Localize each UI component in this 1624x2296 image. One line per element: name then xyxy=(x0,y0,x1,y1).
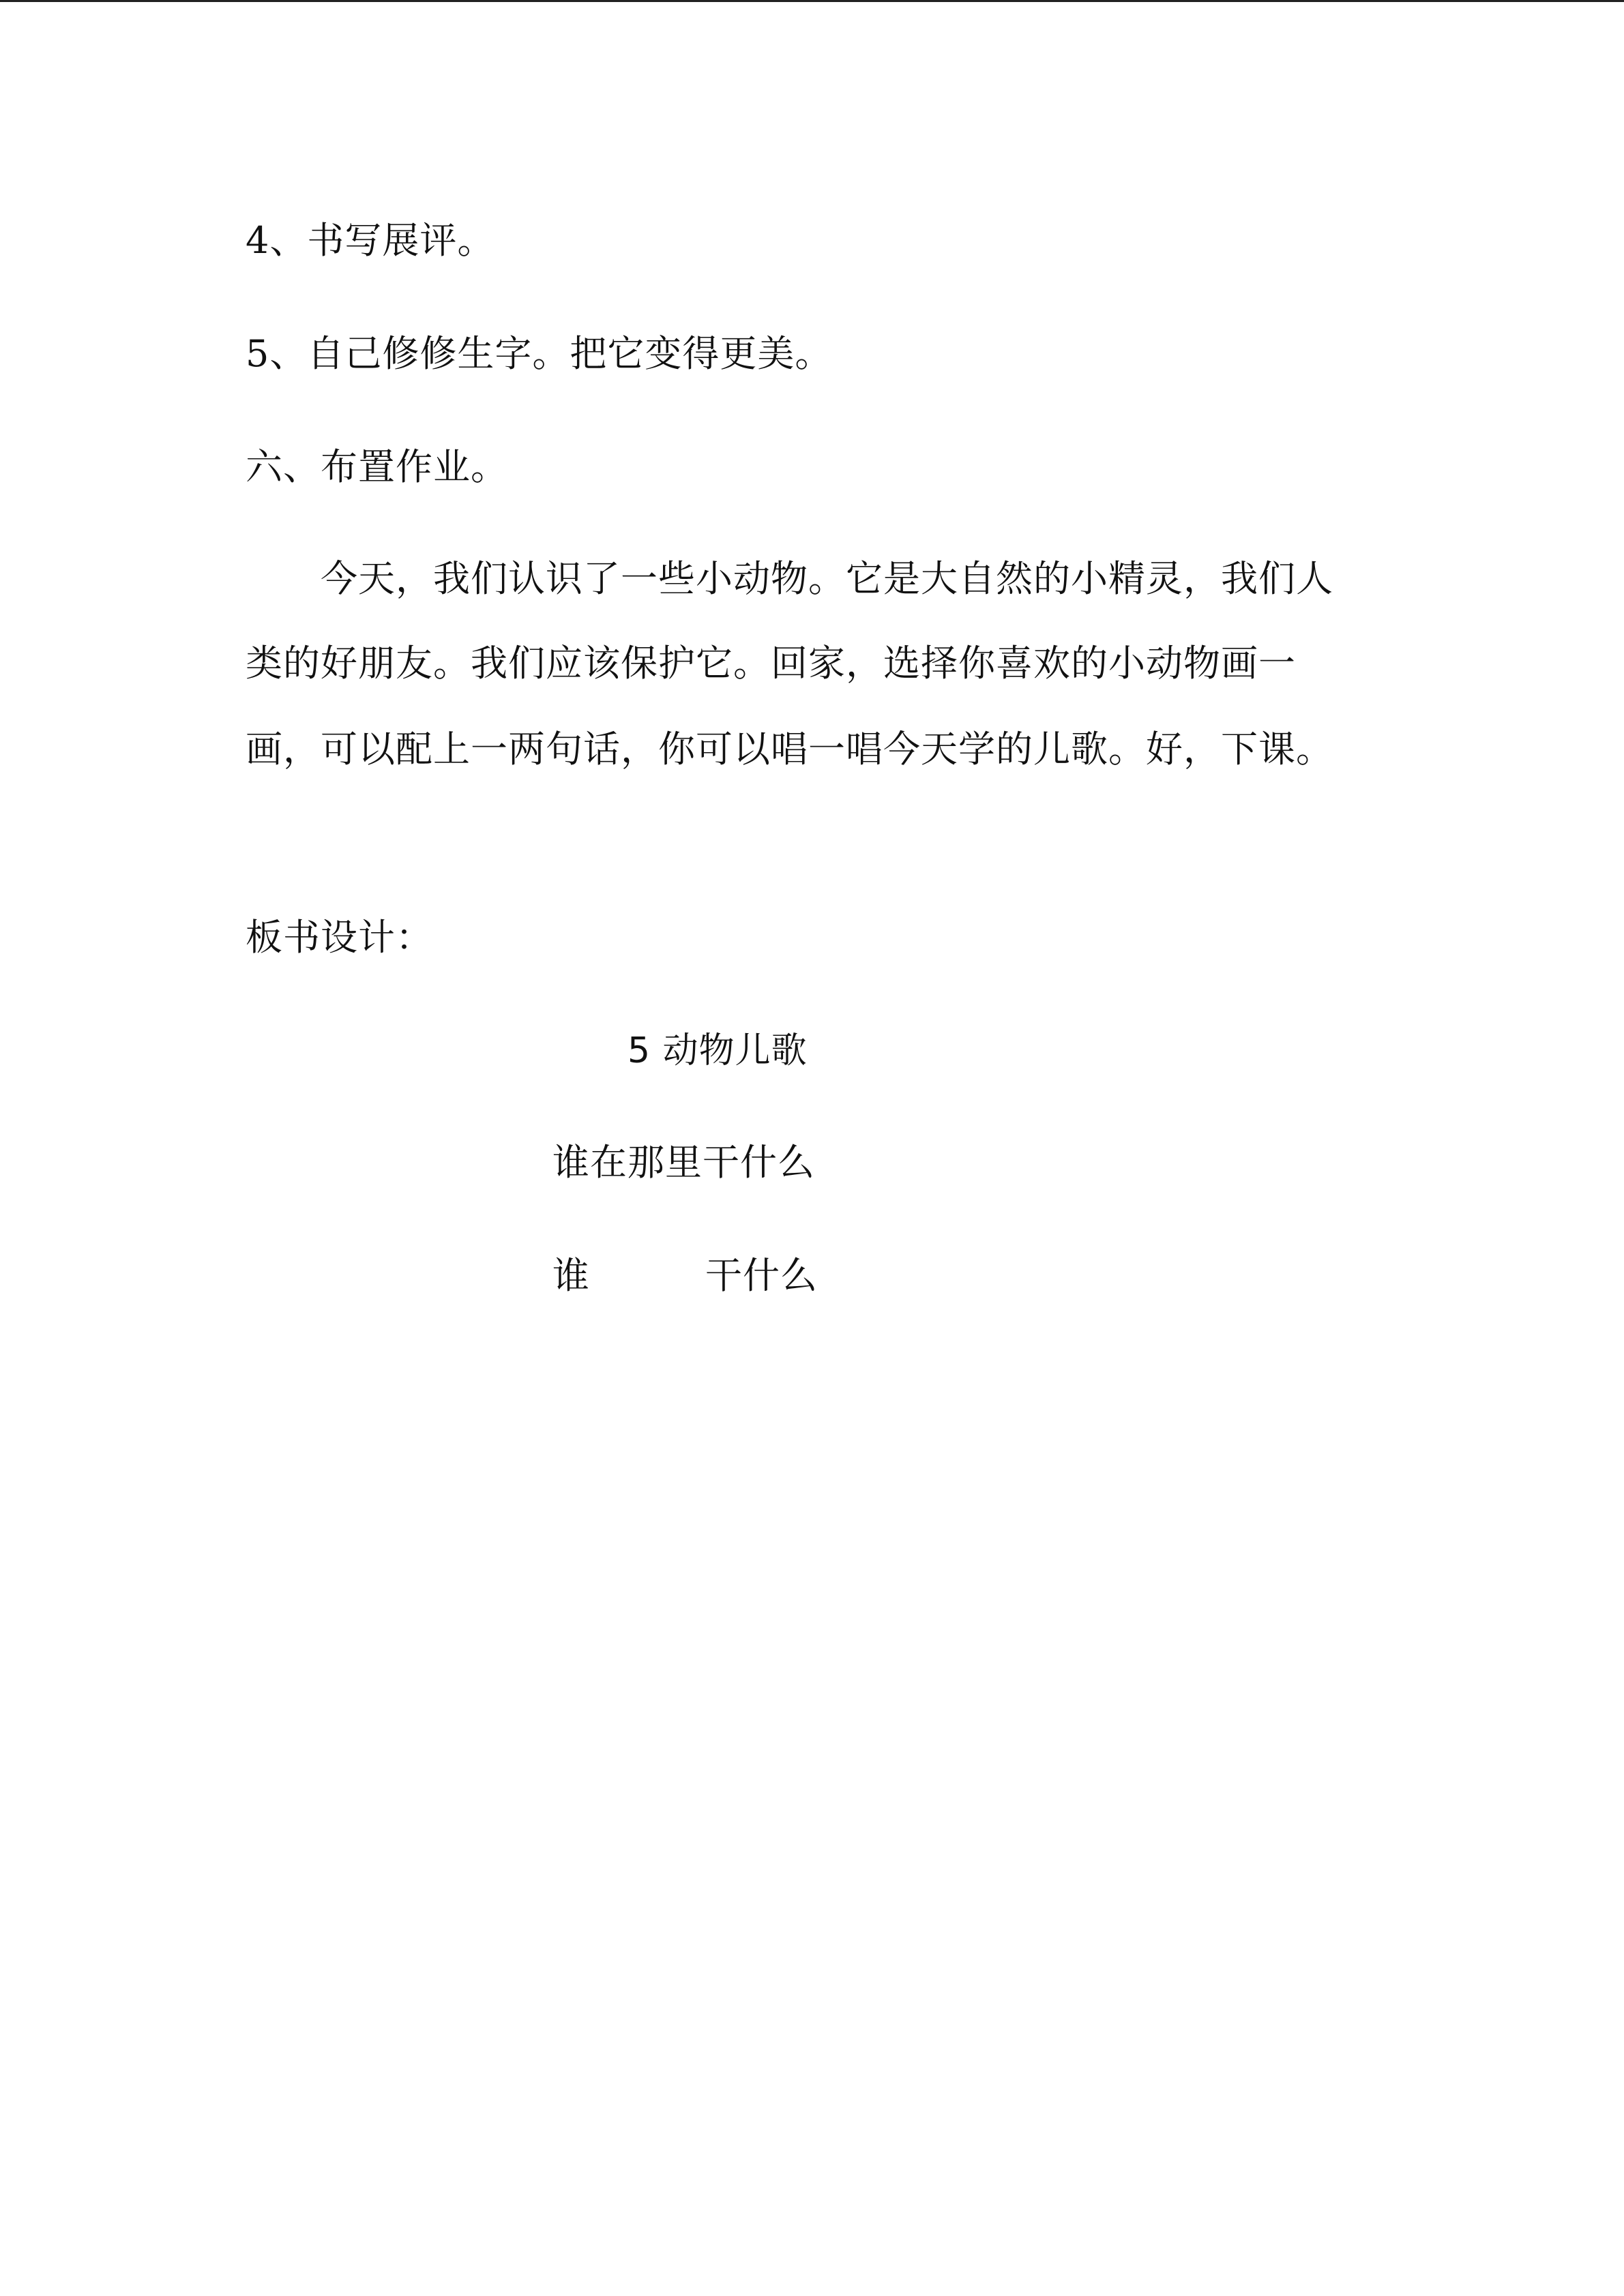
board-design-title: 5 动物儿歌 xyxy=(628,1030,808,1071)
board-design-line-1: 谁在那里干什么 xyxy=(552,1141,815,1184)
board-design-label: 板书设计： xyxy=(246,916,433,959)
homework-paragraph-line-2: 类的好朋友。我们应该保护它。回家，选择你喜欢的小动物画一 xyxy=(246,642,1296,685)
board-design-line-2-right: 干什么 xyxy=(705,1254,818,1297)
board-design-line-2-left: 谁 xyxy=(552,1254,590,1297)
homework-paragraph-line-1: 今天，我们认识了一些小动物。它是大自然的小精灵，我们人 xyxy=(321,557,1333,600)
homework-paragraph-line-3: 画，可以配上一两句话，你可以唱一唱今天学的儿歌。好，下课。 xyxy=(246,728,1333,771)
step-5-text: 5、自己修修生字。把它变得更美。 xyxy=(246,332,833,375)
section-six-heading: 六、布置作业。 xyxy=(246,445,508,488)
step-4-text: 4、书写展评。 xyxy=(246,219,495,262)
